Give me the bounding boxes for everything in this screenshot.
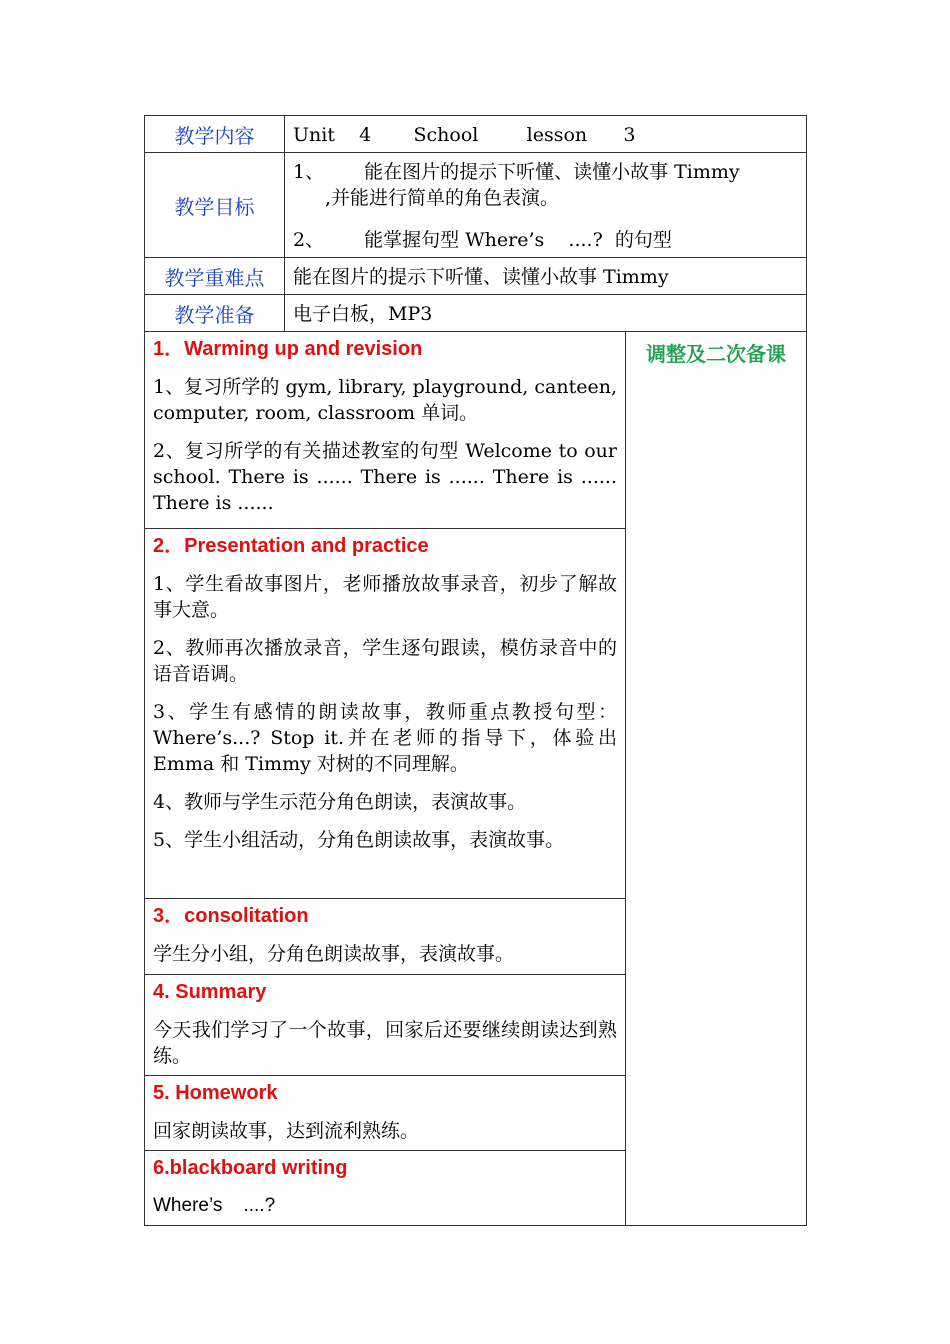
row-difficulty <box>145 258 807 295</box>
label-goals: 教学目标 <box>145 153 285 258</box>
section-item: 4、教师与学生示范分角色朗读，表演故事。 <box>153 791 527 813</box>
side-notes-column <box>626 332 807 1226</box>
row-goals <box>145 153 807 258</box>
section-heading: 1．Warming up and revision <box>153 338 423 360</box>
goal-2: 2、 能掌握句型 Where’s ....? 的句型 <box>293 229 672 251</box>
section-item: 今天我们学习了一个故事，回家后还要继续朗读达到熟练。 <box>153 1019 617 1067</box>
side-title: 调整及二次备课 <box>646 344 786 366</box>
unit-lesson-text: Unit 4 School lesson 3 <box>293 124 636 146</box>
goal-1-continued: ,并能进行简单的角色表演。 <box>325 187 560 209</box>
value-difficulty: 能在图片的提示下听懂、读懂小故事 Timmy <box>285 258 807 295</box>
section-heading: 4. Summary <box>153 981 267 1003</box>
section-warmup <box>145 332 807 529</box>
section-heading: 2．Presentation and practice <box>153 535 429 557</box>
value-goals <box>285 153 807 258</box>
section-item: 3、学生有感情的朗读故事，教师重点教授句型：Where’s...? Stop it.并在老师的指导下，体验出 Emma 和 Timmy 对树的不同理解。 <box>153 701 617 775</box>
label-preparation: 教学准备 <box>145 295 285 332</box>
section-heading: 3．consolitation <box>153 905 309 927</box>
section-item: 2、教师再次播放录音，学生逐句跟读，模仿录音中的语音语调。 <box>153 637 617 685</box>
section-heading: 6.blackboard writing <box>153 1157 348 1179</box>
label-difficulty: 教学重难点 <box>145 258 285 295</box>
value-preparation: 电子白板，MP3 <box>285 295 807 332</box>
section-item: 5、学生小组活动，分角色朗读故事，表演故事。 <box>153 829 565 851</box>
label-content: 教学内容 <box>145 116 285 153</box>
goal-1: 1、 能在图片的提示下听懂、读懂小故事 Timmy <box>293 161 740 183</box>
section-item: 学生分小组，分角色朗读故事，表演故事。 <box>153 943 515 965</box>
section-heading: 5. Homework <box>153 1082 278 1104</box>
section-item: 2、复习所学的有关描述教室的句型 Welcome to our school. There is ...... There is ...... There is ...... There is ...... <box>153 440 617 514</box>
section-item: 1、复习所学的 gym, library, playground, canteen, computer, room, classroom 单词。 <box>153 376 617 424</box>
value-content <box>285 116 807 153</box>
row-content <box>145 116 807 153</box>
row-preparation <box>145 295 807 332</box>
section-item: 回家朗读故事，达到流利熟练。 <box>153 1120 420 1142</box>
section-item: Where’s ....? <box>153 1195 276 1216</box>
lesson-plan-table <box>144 115 807 1226</box>
section-item: 1、学生看故事图片，老师播放故事录音，初步了解故事大意。 <box>153 573 617 621</box>
